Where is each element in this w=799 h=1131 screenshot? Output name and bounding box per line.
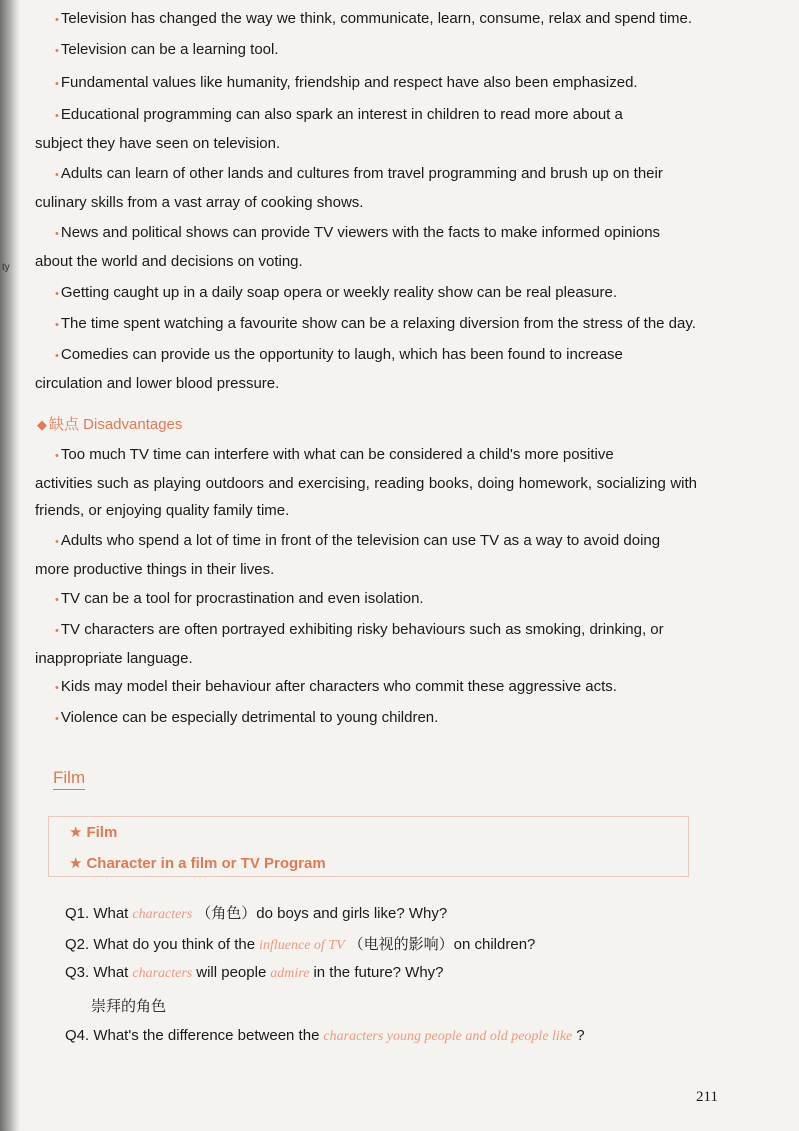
question-2: Q2. What do you think of the influence of TV （电视的影响）on children?: [65, 936, 536, 953]
topic-item: ★ Film: [69, 824, 118, 841]
advantage-item: • Comedies can provide us the opportunity to laugh, which has been found to increase circulation and lower blood pressure.: [35, 346, 623, 392]
bullet-icon: •: [55, 713, 59, 725]
diamond-icon: ◆: [37, 417, 47, 432]
page-number: 211: [696, 1089, 718, 1105]
book-spine-shadow: [0, 0, 20, 1131]
topic-item: ★ Character in a film or TV Program: [69, 855, 326, 872]
bullet-icon: •: [55, 78, 59, 90]
disadvantage-item: • TV characters are often portrayed exhibiting risky behaviours such as smoking, drinking, or inappropriate language.: [35, 621, 664, 667]
bullet-icon: •: [55, 594, 59, 606]
answer-fill: influence of TV: [259, 938, 345, 953]
question-4: Q4. What's the difference between the characters young people and old people like ?: [65, 1027, 585, 1044]
star-icon: ★: [69, 855, 83, 872]
bullet-icon: •: [55, 625, 59, 637]
bullet-icon: •: [55, 45, 59, 57]
answer-fill: characters: [132, 966, 193, 981]
bullet-icon: •: [55, 14, 59, 26]
bullet-icon: •: [55, 319, 59, 331]
disadvantage-item: • Kids may model their behaviour after characters who commit these aggressive acts.: [55, 678, 617, 695]
disadvantage-item: • TV can be a tool for procrastination and even isolation.: [55, 590, 424, 607]
bullet-icon: •: [55, 450, 59, 462]
advantage-item: • Fundamental values like humanity, friendship and respect have also been emphasized.: [55, 74, 638, 91]
spine-mark: ty: [2, 262, 10, 273]
advantage-item: • News and political shows can provide TV viewers with the facts to make informed opinions about the world and decisions on voting.: [35, 224, 661, 270]
bullet-icon: •: [55, 682, 59, 694]
advantage-item: • Television has changed the way we think, communicate, learn, consume, relax and spend time.: [55, 10, 693, 27]
disadvantage-item: • Violence can be especially detrimental to young children.: [55, 709, 439, 726]
advantage-item: • The time spent watching a favourite show can be a relaxing diversion from the stress of the day.: [55, 315, 696, 332]
section-title-film: Film: [53, 768, 85, 790]
advantage-item: • Adults can learn of other lands and cultures from travel programming and brush up on their culinary skills from a vast array of cooking shows.: [35, 165, 663, 211]
advantage-item: • Educational programming can also spark an interest in children to read more about a subject they have seen on television.: [35, 106, 623, 152]
star-icon: ★: [69, 824, 83, 841]
handwritten-note: 崇拜的角色: [91, 998, 167, 1015]
disadvantages-heading: ◆ 缺点 Disadvantages: [37, 416, 183, 433]
bullet-icon: •: [55, 288, 59, 300]
advantage-item: • Television can be a learning tool.: [55, 41, 279, 58]
topic-box: [48, 816, 689, 877]
advantage-item: • Getting caught up in a daily soap opera or weekly reality show can be real pleasure.: [55, 284, 618, 301]
disadvantage-item: • Too much TV time can interfere with what can be considered a child's more positive activities such as playing outdoors and exercising, reading books, doing homework, socializing with friends, or enjoying quality family time.: [35, 446, 697, 519]
answer-fill: admire: [270, 966, 310, 981]
answer-fill: characters young people and old people like: [323, 1029, 573, 1044]
bullet-icon: •: [55, 536, 59, 548]
question-3: Q3. What characters will people admire in the future? Why?: [65, 964, 444, 981]
bullet-icon: •: [55, 110, 59, 122]
disadvantage-item: • Adults who spend a lot of time in front of the television can use TV as a way to avoid doing more productive things in their lives.: [35, 532, 661, 578]
answer-fill: characters: [132, 907, 193, 922]
bullet-icon: •: [55, 350, 59, 362]
question-1: Q1. What characters （角色）do boys and girls like? Why?: [65, 905, 448, 922]
bullet-icon: •: [55, 228, 59, 240]
bullet-icon: •: [55, 169, 59, 181]
